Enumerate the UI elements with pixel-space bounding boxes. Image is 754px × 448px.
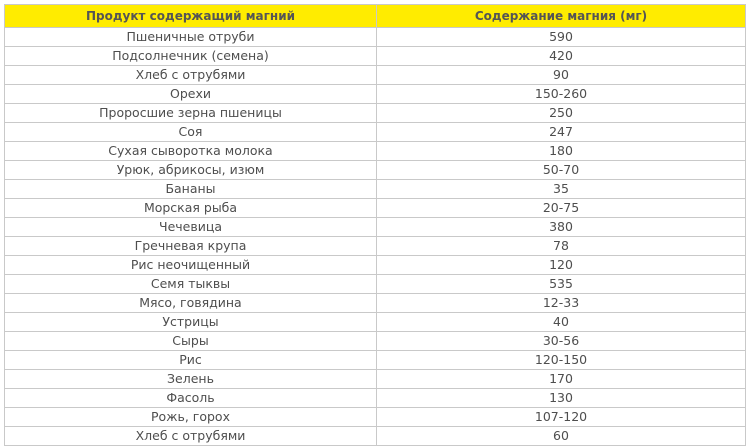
table-row <box>5 161 746 180</box>
cell-magnesium-content: 120 <box>377 256 746 275</box>
table-row <box>5 199 746 218</box>
cell-product: Чечевица <box>5 218 377 237</box>
table-row <box>5 275 746 294</box>
table-row <box>5 28 746 47</box>
cell-magnesium-content: 20-75 <box>377 199 746 218</box>
table-row <box>5 85 746 104</box>
cell-product: Сыры <box>5 332 377 351</box>
cell-magnesium-content: 590 <box>377 28 746 47</box>
cell-magnesium-content: 40 <box>377 313 746 332</box>
cell-product: Семя тыквы <box>5 275 377 294</box>
table-row <box>5 104 746 123</box>
cell-product: Орехи <box>5 85 377 104</box>
table-row <box>5 351 746 370</box>
table-row <box>5 237 746 256</box>
table-row <box>5 142 746 161</box>
cell-magnesium-content: 150-260 <box>377 85 746 104</box>
cell-product: Подсолнечник (семена) <box>5 47 377 66</box>
cell-product: Пшеничные отруби <box>5 28 377 47</box>
cell-product: Рис неочищенный <box>5 256 377 275</box>
cell-product: Хлеб с отрубями <box>5 66 377 85</box>
table-body <box>5 28 746 446</box>
cell-magnesium-content: 12-33 <box>377 294 746 313</box>
table-row <box>5 389 746 408</box>
cell-magnesium-content: 170 <box>377 370 746 389</box>
cell-magnesium-content: 35 <box>377 180 746 199</box>
table-row <box>5 180 746 199</box>
cell-product: Сухая сыворотка молока <box>5 142 377 161</box>
header-magnesium-content: Содержание магния (мг) <box>377 5 746 28</box>
cell-product: Хлеб с отрубями <box>5 427 377 446</box>
table-row <box>5 332 746 351</box>
cell-product: Рожь, горох <box>5 408 377 427</box>
cell-magnesium-content: 247 <box>377 123 746 142</box>
cell-product: Устрицы <box>5 313 377 332</box>
cell-product: Проросшие зерна пшеницы <box>5 104 377 123</box>
cell-magnesium-content: 130 <box>377 389 746 408</box>
table-row <box>5 313 746 332</box>
table-row <box>5 47 746 66</box>
table-row <box>5 427 746 446</box>
cell-magnesium-content: 60 <box>377 427 746 446</box>
cell-magnesium-content: 420 <box>377 47 746 66</box>
table-row <box>5 370 746 389</box>
cell-magnesium-content: 180 <box>377 142 746 161</box>
cell-magnesium-content: 50-70 <box>377 161 746 180</box>
table-row <box>5 256 746 275</box>
table-row <box>5 294 746 313</box>
table-row <box>5 218 746 237</box>
magnesium-content-table <box>4 4 746 446</box>
cell-magnesium-content: 535 <box>377 275 746 294</box>
cell-product: Урюк, абрикосы, изюм <box>5 161 377 180</box>
table-row <box>5 66 746 85</box>
cell-product: Рис <box>5 351 377 370</box>
cell-product: Зелень <box>5 370 377 389</box>
cell-product: Фасоль <box>5 389 377 408</box>
cell-product: Соя <box>5 123 377 142</box>
cell-product: Гречневая крупа <box>5 237 377 256</box>
table-header-row <box>5 5 746 28</box>
cell-product: Морская рыба <box>5 199 377 218</box>
cell-magnesium-content: 90 <box>377 66 746 85</box>
cell-magnesium-content: 107-120 <box>377 408 746 427</box>
cell-product: Мясо, говядина <box>5 294 377 313</box>
cell-product: Бананы <box>5 180 377 199</box>
cell-magnesium-content: 250 <box>377 104 746 123</box>
table-row <box>5 408 746 427</box>
cell-magnesium-content: 30-56 <box>377 332 746 351</box>
magnesium-table-container <box>4 4 745 446</box>
cell-magnesium-content: 120-150 <box>377 351 746 370</box>
cell-magnesium-content: 78 <box>377 237 746 256</box>
header-product: Продукт содержащий магний <box>5 5 377 28</box>
cell-magnesium-content: 380 <box>377 218 746 237</box>
table-row <box>5 123 746 142</box>
